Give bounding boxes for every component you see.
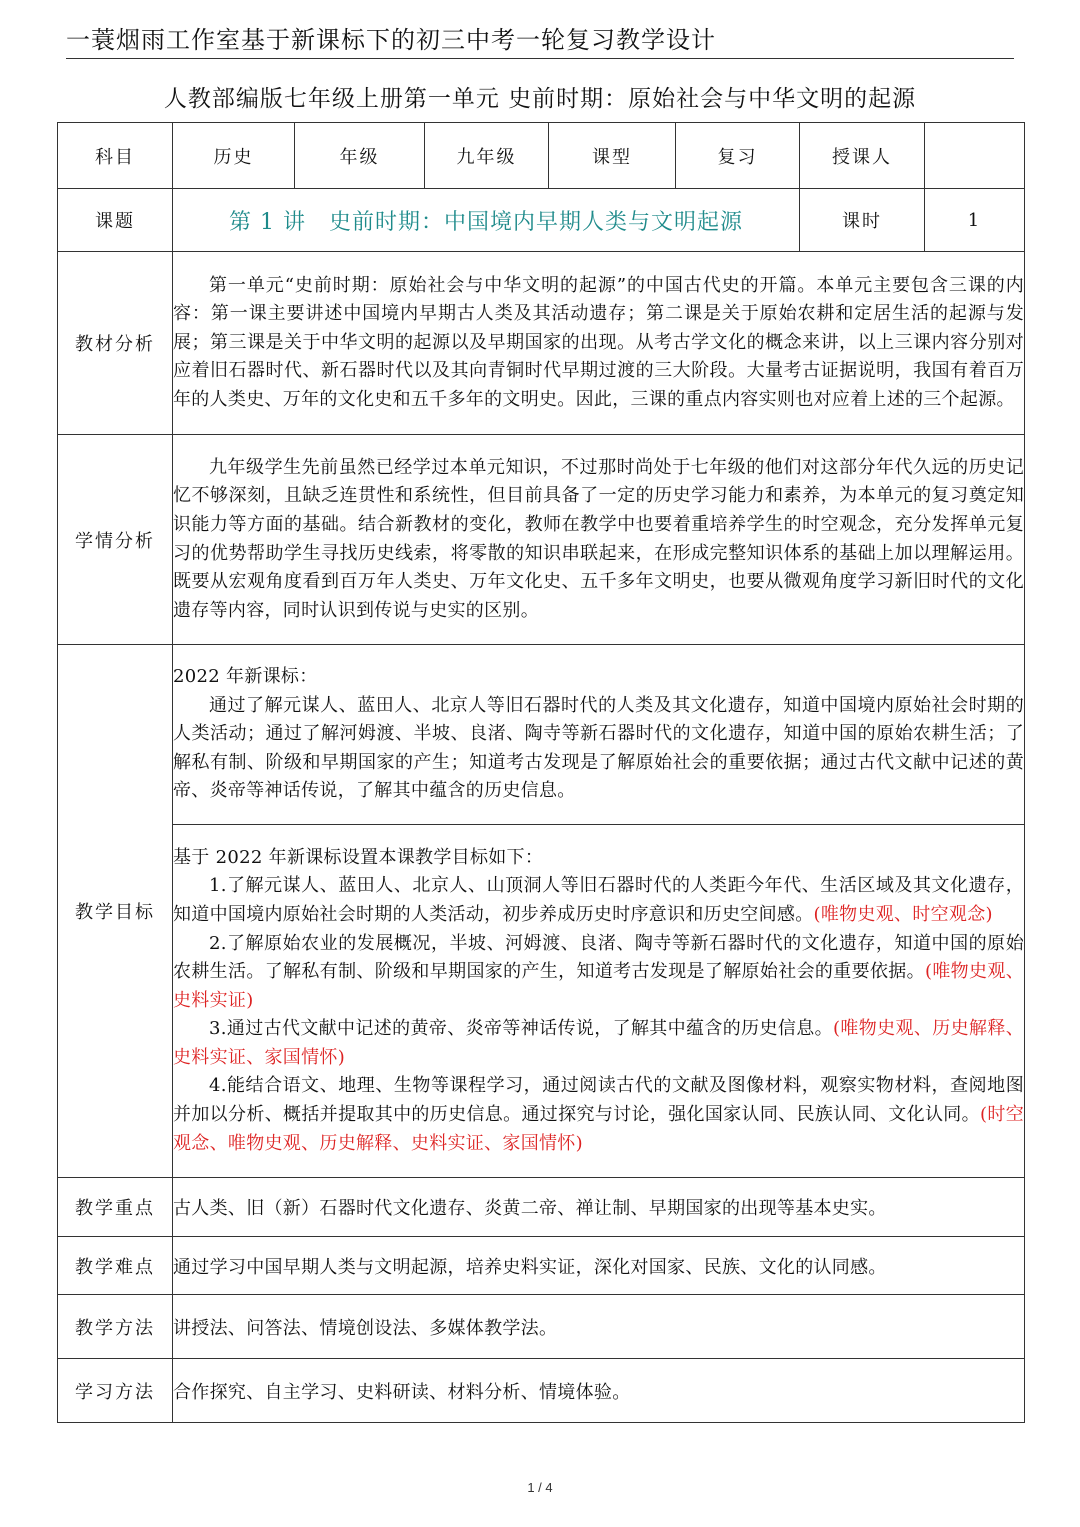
core-literacy-tag: (时空观念、唯物史观、历史解释、史料实证、家国情怀) (173, 1104, 1024, 1154)
student-analysis-row (58, 435, 1025, 645)
core-literacy-tag: (唯物史观、时空观念) (813, 903, 993, 925)
info-row (58, 123, 1025, 189)
grade-value: 九年级 (425, 123, 549, 189)
student-analysis-label: 学情分析 (58, 435, 173, 645)
material-analysis-row (58, 252, 1025, 435)
topic-row (58, 189, 1025, 252)
document-title: 人教部编版七年级上册第一单元 史前时期：原始社会与中华文明的起源 (163, 86, 917, 112)
goal-item-1 (173, 872, 1024, 929)
grade-label: 年级 (295, 123, 425, 189)
header-title: 一蓑烟雨工作室基于新课标下的初三中考一轮复习教学设计 (66, 26, 716, 54)
teaching-methods-text: 讲授法、问答法、情境创设法、多媒体教学法。 (173, 1295, 1025, 1359)
lesson-plan-table (57, 122, 1025, 1423)
difficulties-text: 通过学习中国早期人类与文明起源，培养史料实证，深化对国家、民族、文化的认同感。 (173, 1237, 1025, 1295)
teaching-goals-row (58, 825, 1025, 1178)
lesson-type-value: 复习 (676, 123, 800, 189)
standard-heading: 2022 年新课标： (173, 666, 318, 688)
subject-value: 历史 (173, 123, 295, 189)
topic-value: 第 1 讲 史前时期：中国境内早期人类与文明起源 (173, 189, 800, 252)
key-points-text: 古人类、旧（新）石器时代文化遗存、炎黄二帝、禅让制、早期国家的出现等基本史实。 (173, 1178, 1025, 1237)
goal-item-3 (173, 1015, 1024, 1072)
subject-label: 科目 (58, 123, 173, 189)
key-points-row (58, 1178, 1025, 1237)
teaching-goals-cell (173, 825, 1025, 1178)
learning-methods-row (58, 1359, 1025, 1423)
student-analysis-text-cell (173, 435, 1025, 645)
material-analysis-text-cell (173, 252, 1025, 435)
curriculum-standard-cell (173, 645, 1025, 825)
key-points-label: 教学重点 (58, 1178, 173, 1237)
goal-text: 2.了解原始农业的发展概况，半坡、河姆渡、良渚、陶寺等新石器时代的文化遗存，知道中国的原始农耕生活。了解私有制、阶级和早期国家的产生，知道考古发现是了解原始社会的重要依据。 (173, 932, 1024, 983)
goal-item-4 (173, 1072, 1024, 1158)
core-literacy-tag: (唯物史观、历史解释、史料实证、家国情怀) (173, 1018, 1025, 1068)
topic-label: 课题 (58, 189, 173, 252)
goal-item-2 (173, 930, 1024, 1016)
curriculum-standard-row (58, 645, 1025, 825)
hours-label: 课时 (800, 189, 925, 252)
difficulties-label: 教学难点 (58, 1237, 173, 1295)
goal-text: 1.了解元谋人、蓝田人、北京人、山顶洞人等旧石器时代的人类距今年代、生活区域及其文化遗存，知道中国境内原始社会时期的人类活动，初步养成历史时序意识和历史空间感。 (173, 875, 1024, 925)
student-analysis-text: 九年级学生先前虽然已经学过本单元知识，不过那时尚处于七年级的他们对这部分年代久远的历史记忆不够深刻，且缺乏连贯性和系统性，但目前具备了一定的历史学习能力和素养，为本单元的复习奠定知识能力等方面的基础。结合新教材的变化，教师在教学中也要着重培养学生的时空观念，充分发挥单元复习的优势帮助学生寻找历史线索，将零散的知识串联起来，在形成完整知识体系的基础上加以理解运用。既要从宏观角度看到百万年人类史、万年文化史、五千多年文明史，也要从微观角度学习新旧时代的文化遗存等内容，同时认识到传说与史实的区别。 (173, 456, 1024, 621)
teaching-goals-label: 教学目标 (58, 645, 173, 1178)
page-number: 1 / 4 (527, 1480, 553, 1495)
material-analysis-text: 第一单元“史前时期：原始社会与中华文明的起源”的中国古代史的开篇。本单元主要包含三课的内容：第一课主要讲述中国境内早期古人类及其活动遗存；第二课是关于原始农耕和定居生活的起源与发展；第三课是关于中华文明的起源以及早期国家的出现。从考古学文化的概念来讲，以上三课内容分别对应着旧石器时代、新石器时代以及其向青铜时代早期过渡的三大阶段。大量考古证据说明，我国有着百万年的人类史、万年的文化史和五千多年的文明史。因此，三课的重点内容实则也对应着上述的三个起源。 (173, 274, 1024, 410)
goals-heading: 基于 2022 年新课标设置本课教学目标如下： (173, 846, 544, 868)
teaching-methods-row (58, 1295, 1025, 1359)
header-rule (66, 58, 1014, 59)
standard-text: 通过了解元谋人、蓝田人、北京人等旧石器时代的人类及其文化遗存，知道中国境内原始社会时期的人类活动；通过了解河姆渡、半坡、良渚、陶寺等新石器时代的文化遗存，知道中国的原始农耕生活；了解私有制、阶级和早期国家的产生；知道考古发现是了解原始社会的重要依据；通过古代文献中记述的黄帝、炎帝等神话传说，了解其中蕴含的历史信息。 (173, 694, 1024, 802)
learning-methods-label: 学习方法 (58, 1359, 173, 1423)
learning-methods-text: 合作探究、自主学习、史料研读、材料分析、情境体验。 (173, 1359, 1025, 1423)
teaching-methods-label: 教学方法 (58, 1295, 173, 1359)
teacher-value (925, 123, 1025, 189)
core-literacy-tag: (唯物史观、史料实证) (173, 961, 1024, 1011)
goal-text: 3.通过古代文献中记述的黄帝、炎帝等神话传说，了解其中蕴含的历史信息。 (209, 1018, 833, 1040)
lesson-type-label: 课型 (549, 123, 676, 189)
material-analysis-label: 教材分析 (58, 252, 173, 435)
difficulties-row (58, 1237, 1025, 1295)
teacher-label: 授课人 (800, 123, 925, 189)
hours-value: 1 (925, 189, 1025, 252)
goal-text: 4.能结合语文、地理、生物等课程学习，通过阅读古代的文献及图像材料，观察实物材料，查阅地图并加以分析、概括并提取其中的历史信息。通过探究与讨论，强化国家认同、民族认同、文化认同。 (173, 1075, 1024, 1126)
